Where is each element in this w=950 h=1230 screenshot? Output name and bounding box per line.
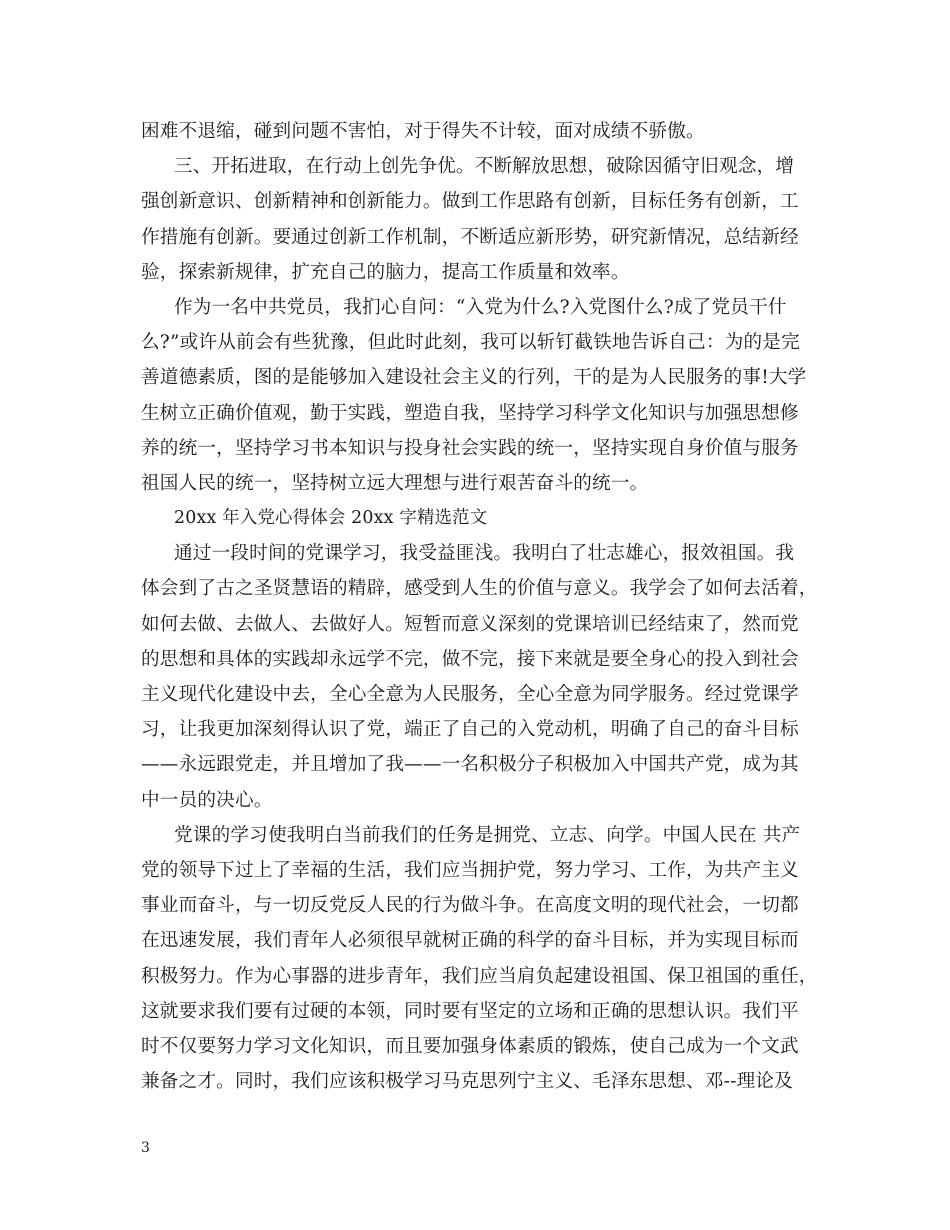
text-line: 时不仅要努力学习文化知识，而且要加强身体素质的锻炼，使自己成为一个文武	[141, 1035, 799, 1057]
text-line: 党课的学习使我明白当前我们的任务是拥党、立志、向学。中国人民在 共产	[174, 824, 801, 846]
text-line: 祖国人民的统一，坚持树立远大理想与进行艰苦奋斗的统一。	[141, 472, 649, 494]
text-line: 么?”或许从前会有些犹豫，但此时此刻，我可以斩钉截铁地告诉自己：为的是完	[141, 332, 800, 354]
text-line: 养的统一，坚持学习书本知识与投身社会实践的统一，坚持实现自身价值与服务	[141, 437, 799, 459]
text-line: 如何去做、去做人、去做好人。短暂而意义深刻的党课培训已经结束了，然而党	[141, 613, 799, 635]
text-line: 验，探索新规律，扩充自己的脑力，提高工作质量和效率。	[141, 261, 630, 283]
text-line: 体会到了古之圣贤慧语的精辟，感受到人生的价值与意义。我学会了如何去活着，	[141, 578, 818, 600]
text-line: 生树立正确价值观，勤于实践，塑造自我，坚持学习科学文化知识与加强思想修	[141, 402, 799, 424]
text-line: 作措施有创新。要通过创新工作机制，不断适应新形势，研究新情况，总结新经	[141, 226, 799, 248]
text-line: 主义现代化建设中去，全心全意为人民服务，全心全意为同学服务。经过党课学	[141, 684, 799, 705]
text-line: 困难不退缩，碰到问题不害怕，对于得失不计较，面对成绩不骄傲。	[141, 121, 705, 142]
text-line: 积极努力。作为心事器的进步青年，我们应当肩负起建设祖国、保卫祖国的重任，	[141, 965, 818, 987]
section-heading: 20xx 年入党心得体会 20xx 字精选范文	[174, 508, 488, 529]
document-body	[141, 114, 821, 1099]
text-line: 三、开拓进取，在行动上创先争优。不断解放思想，破除因循守旧观念，增	[174, 156, 795, 178]
text-line: 这就要求我们要有过硬的本领，同时要有坚定的立场和正确的思想认识。我们平	[141, 1000, 799, 1022]
text-line: 在迅速发展，我们青年人必须很早就树正确的科学的奋斗目标，并为实现目标而	[141, 930, 799, 952]
page-number: 3	[141, 1140, 150, 1156]
text-line: 事业而奋斗，与一切反党反人民的行为做斗争。在高度文明的现代社会，一切都	[141, 895, 799, 917]
text-line: 党的领导下过上了幸福的生活，我们应当拥护党，努力学习、工作，为共产主义	[141, 859, 799, 881]
text-line: ——永远跟党走，并且增加了我——一名积极分子积极加入中国共产党，成为其	[141, 754, 799, 776]
text-line: 的思想和具体的实践却永远学不完，做不完，接下来就是要全身心的投入到社会	[141, 648, 799, 670]
text-line: 善道德素质，图的是能够加入建设社会主义的行列，干的是为人民服务的事!大学	[141, 367, 807, 389]
text-line: 兼备之才。同时，我们应该积极学习马克思列宁主义、毛泽东思想、邓--理论及	[141, 1071, 793, 1093]
text-line: 强创新意识、创新精神和创新能力。做到工作思路有创新，目标任务有创新，工	[141, 191, 799, 213]
text-line: 通过一段时间的党课学习，我受益匪浅。我明白了壮志雄心，报效祖国。我	[174, 543, 795, 565]
text-line: 中一员的决心。	[141, 789, 273, 811]
text-line: 作为一名中共党员，我扪心自问：“入党为什么?入党图什么?成了党员干什	[174, 296, 787, 318]
text-line: 习，让我更加深刻得认识了党，端正了自己的入党动机，明确了自己的奋斗目标	[141, 719, 799, 741]
